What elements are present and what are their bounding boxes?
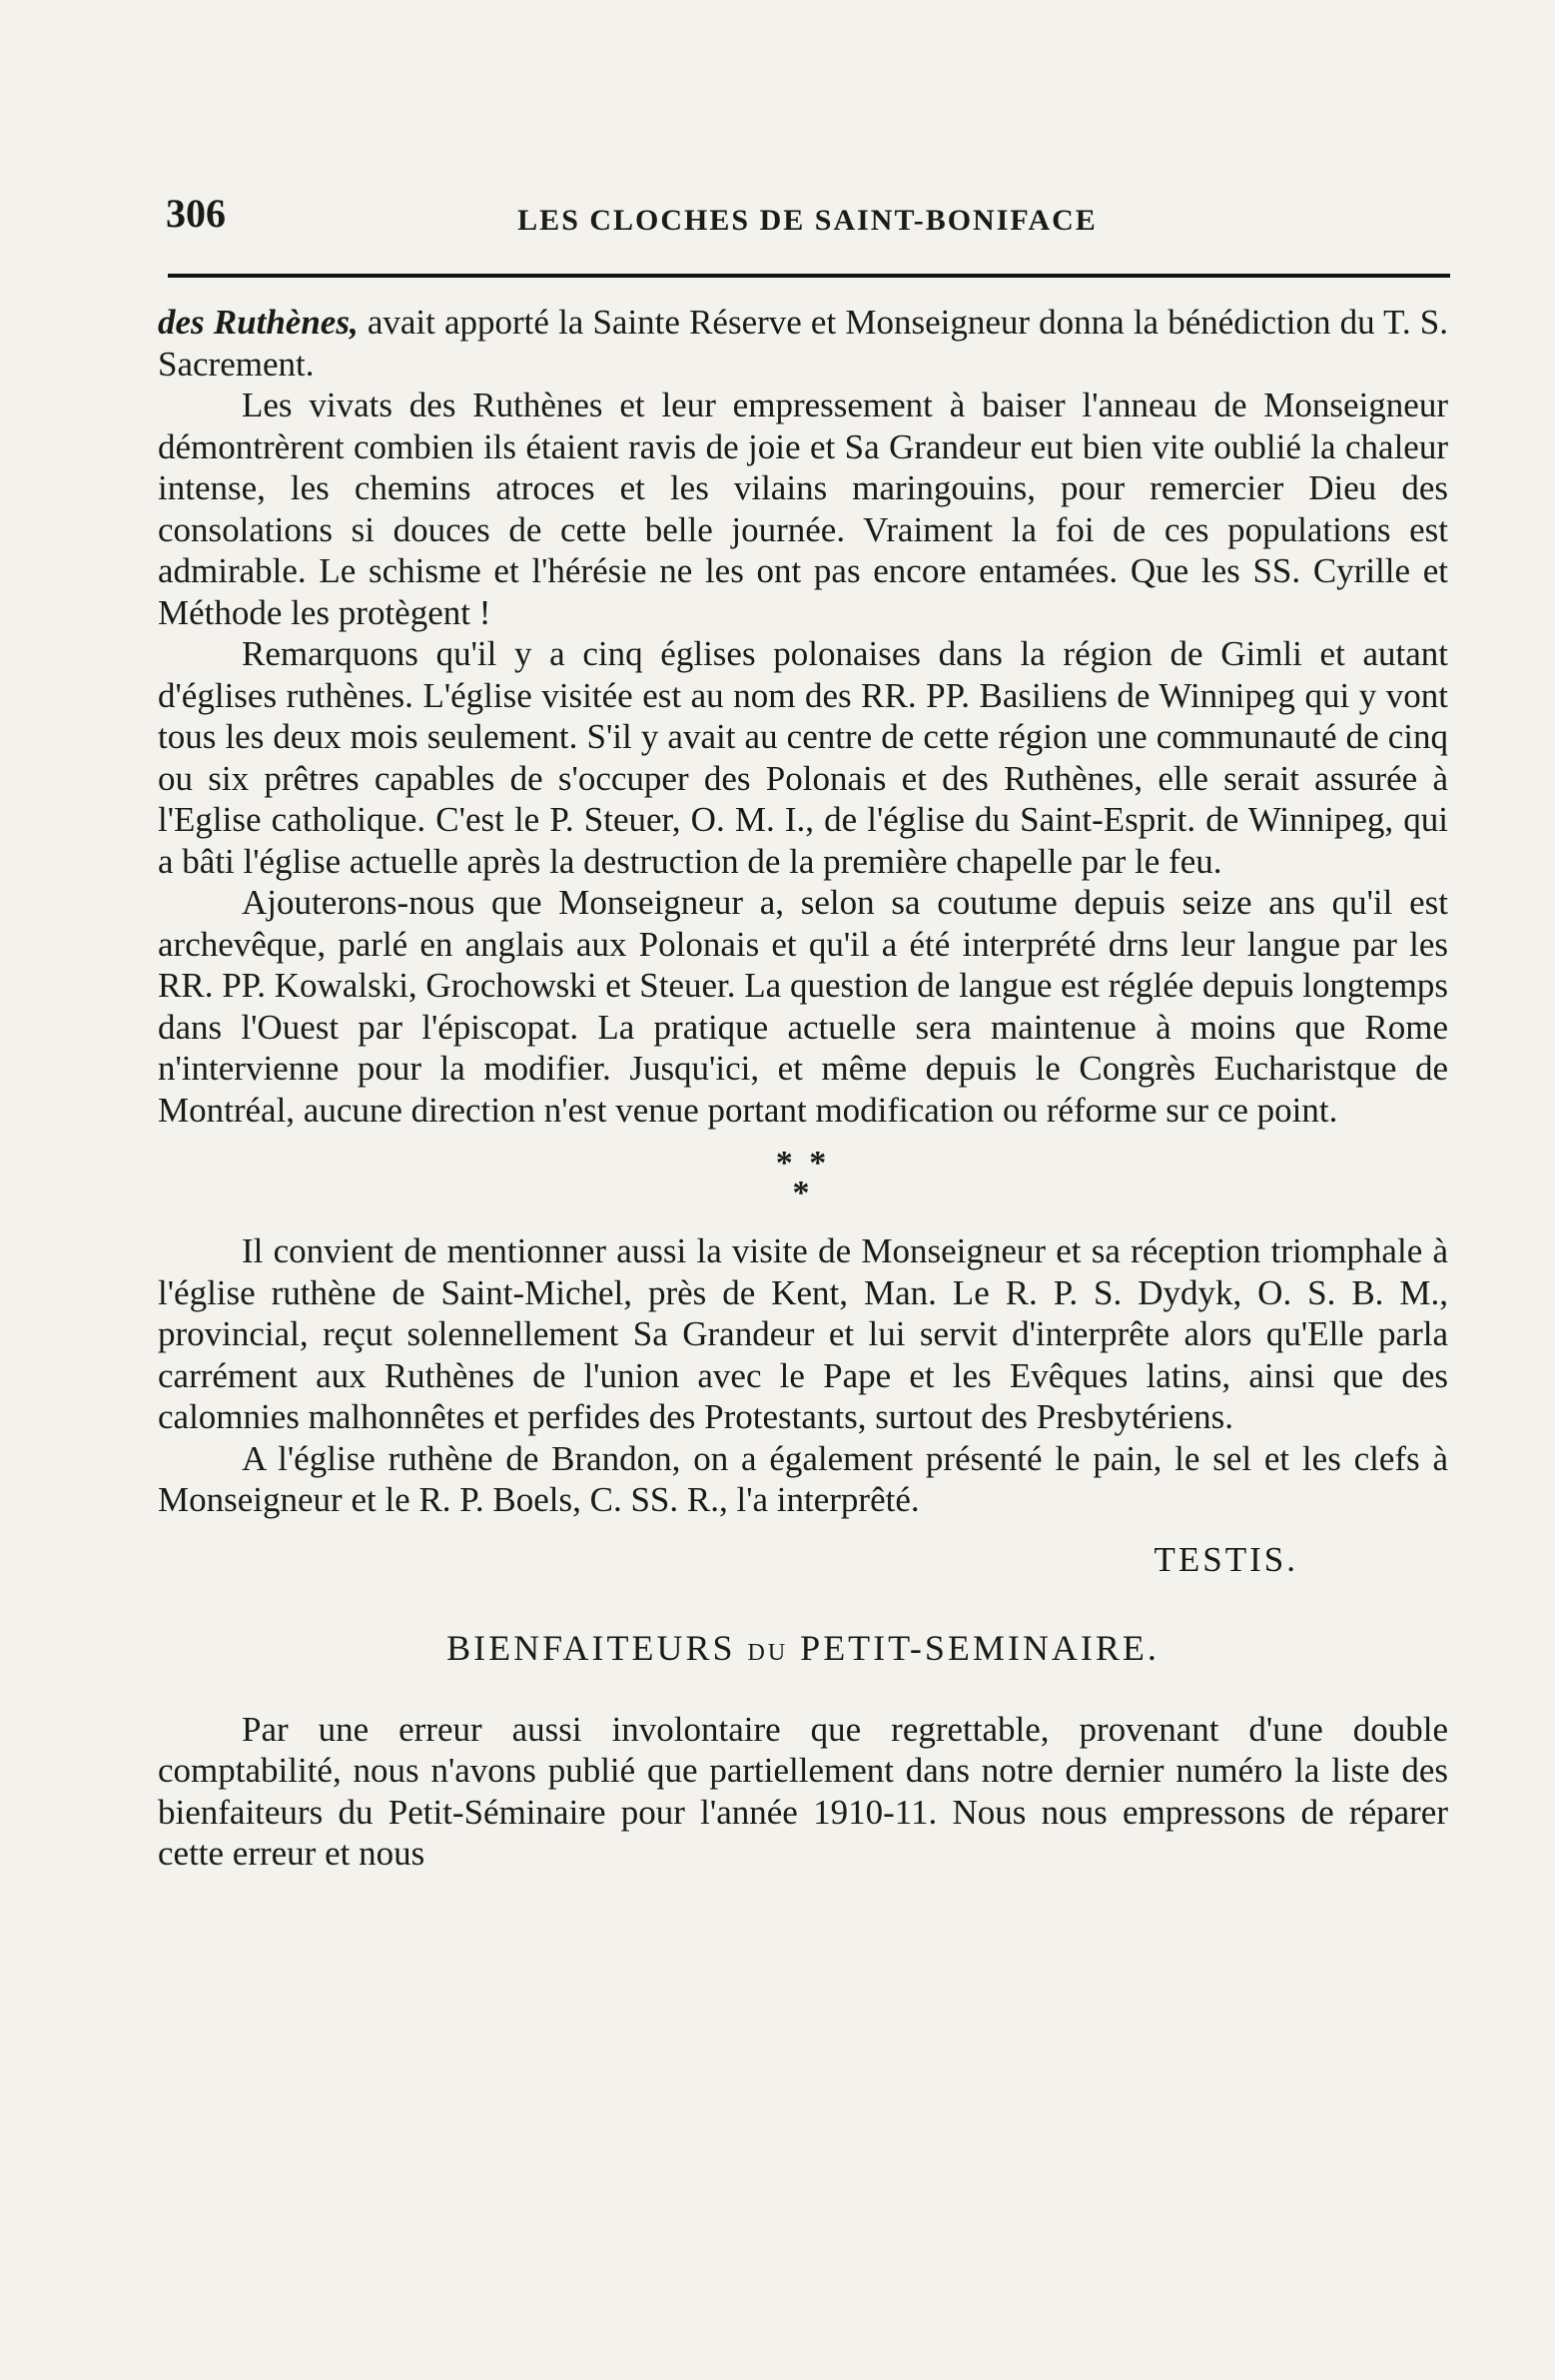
- paragraph: A l'église ruthène de Brandon, on a également présenté le pain, le sel et les clefs à Monseigneur et le R. P. Boels, C. SS. R., l'a interprêté.: [158, 1438, 1448, 1519]
- section-title-part: BIENFAITEURS: [446, 1628, 748, 1668]
- author-signature: TESTIS.: [1154, 1539, 1298, 1579]
- article-body: [158, 302, 1448, 1875]
- page-number: 306: [166, 191, 226, 236]
- section-title-part: PETIT-SEMINAIRE.: [788, 1628, 1160, 1668]
- section-title: [158, 1628, 1448, 1675]
- paragraph: Il convient de mentionner aussi la visite de Monseigneur et sa réception triomphale à l'église ruthène de Saint-Michel, près de Kent, Man. Le R. P. S. Dydyk, O. S. B. M., provincial, reçut solennellement Sa Grandeur et lui servit d'interprête alors qu'Elle parla carrément aux Ruthènes de l'union avec le Pape et les Evêques latins, ainsi que des calomnies malhonnêtes et perfides des Protestants, surtout des Presbytériens.: [158, 1231, 1448, 1436]
- page-header: [166, 190, 1449, 260]
- section-title-small: DU: [747, 1640, 789, 1666]
- paragraph: Par une erreur aussi involontaire que regrettable, provenant d'une double comptabilité, nous n'avons publié que partiellement dans notre dernier numéro la liste des bienfaiteurs du Petit-Séminaire pour l'année 1910-11. Nous nous empressons de réparer cette erreur et nous: [158, 1709, 1448, 1873]
- paragraph-continuation: [158, 302, 1448, 385]
- header-rule: [168, 274, 1450, 278]
- italic-phrase: des Ruthènes,: [158, 303, 359, 342]
- asterism-bottom: *: [792, 1175, 814, 1211]
- paragraph: Ajouterons-nous que Monseigneur a, selon sa coutume depuis seize ans qu'il est archevêque, parlé en anglais aux Polonais et qu'il a été interprété drns leur langue par les RR. PP. Kowalski, Grochowski et Steuer. La question de langue est réglée depuis longtemps dans l'Ouest par l'épiscopat. La pratique actuelle sera maintenue à moins que Rome n'intervienne pour la modifier. Jusqu'ici, et même depuis le Congrès Eucharistque de Montréal, aucune direction n'est venue portant modification ou réforme sur ce point.: [158, 883, 1448, 1130]
- asterism-separator: [158, 1145, 1448, 1211]
- paragraph-text: avait apporté la Sainte Réserve et Monseigneur donna la bénédiction du T. S. Sacrement.: [158, 303, 1448, 384]
- paragraph: Remarquons qu'il y a cinq églises polonaises dans la région de Gimli et autant d'églises ruthènes. L'église visitée est au nom des RR. PP. Basiliens de Winnipeg qui y vont tous les deux mois seulement. S'il y avait au centre de cette région une communauté de cinq ou six prêtres capables de s'occuper des Polonais et des Ruthènes, elle serait assurée à l'Eglise catholique. C'est le P. Steuer, O. M. I., de l'église du Saint-Esprit. de Winnipeg, qui a bâti l'église actuelle après la destruction de la première chapelle par le feu.: [158, 634, 1448, 881]
- running-title: LES CLOCHES DE SAINT-BONIFACE: [517, 204, 1098, 237]
- paragraph: Les vivats des Ruthènes et leur empressement à baiser l'anneau de Monseigneur démontrèrent combien ils étaient ravis de joie et Sa Grandeur eut bien vite oublié la chaleur intense, les chemins atroces et les vilains maringouins, pour remercier Dieu des consolations si douces de cette belle journée. Vraiment la foi de ces populations est admirable. Le schisme et l'hérésie ne les ont pas encore entamées. Que les SS. Cyrille et Méthode les protègent !: [158, 386, 1448, 632]
- asterism-top: * *: [775, 1145, 831, 1182]
